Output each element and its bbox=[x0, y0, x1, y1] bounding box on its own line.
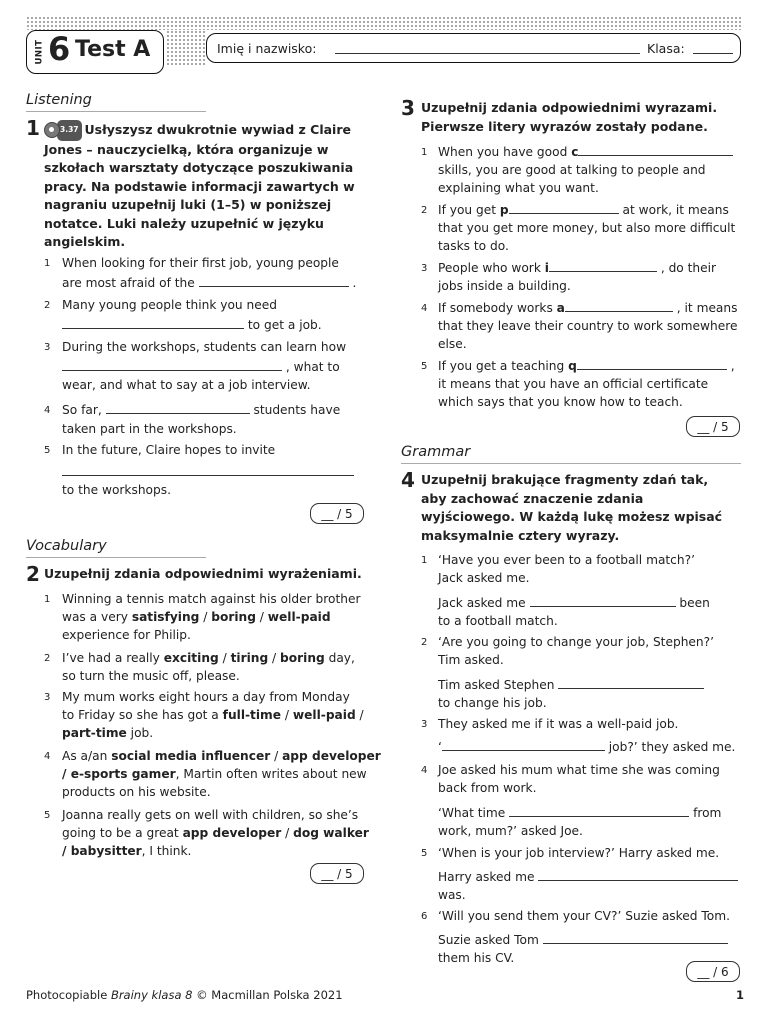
page-number: 1 bbox=[736, 988, 745, 1002]
unit-label: UNIT bbox=[34, 39, 45, 65]
audio-track-icon: 3.37 bbox=[44, 120, 82, 141]
exercise-3-number: 3 bbox=[401, 96, 415, 120]
name-label: Imię i nazwisko: bbox=[217, 41, 317, 56]
unit-badge bbox=[26, 30, 164, 74]
exercise-1-instruction: 3.37 Usłyszysz dwukrotnie wywiad z Claire Jones – nauczycielką, która organizuje w szkołach warsztaty dotyczące poszukiwania pracy. Na podstawie informacji zawartych w nagraniu uzupełnij luki (1–5) w poniższej notatce. Luki należy uzupełnić w języku angielskim. bbox=[44, 121, 355, 249]
answer-blank[interactable] bbox=[549, 260, 657, 272]
exercise-3-instruction: Uzupełnij zdania odpowiednimi wyrazami. Pierwsze litery wyrazów zostały podane. bbox=[421, 100, 718, 134]
test-title: Test A bbox=[75, 37, 151, 62]
answer-blank[interactable] bbox=[543, 932, 728, 944]
answer-blank[interactable] bbox=[558, 677, 704, 689]
class-label: Klasa: bbox=[647, 41, 685, 56]
answer-blank[interactable] bbox=[538, 869, 738, 881]
answer-blank[interactable] bbox=[106, 402, 250, 414]
answer-blank[interactable] bbox=[565, 300, 673, 312]
exercise-1-number: 1 bbox=[26, 116, 40, 140]
answer-blank[interactable] bbox=[577, 358, 727, 370]
class-field[interactable] bbox=[693, 53, 733, 54]
header-dot-pattern bbox=[26, 16, 742, 30]
listening-heading: Listening bbox=[26, 92, 206, 112]
answer-blank[interactable] bbox=[199, 275, 349, 287]
answer-blank[interactable] bbox=[62, 464, 354, 476]
score-box-ex3[interactable]: __ / 5 bbox=[686, 416, 740, 437]
name-field[interactable] bbox=[335, 53, 640, 54]
answer-blank[interactable] bbox=[530, 595, 676, 607]
exercise-4-instruction: Uzupełnij brakujące fragmenty zdań tak, aby zachować znaczenie zdania wyjściowego. W każdą lukę możesz wpisać maksymalnie cztery wyrazy. bbox=[421, 472, 723, 543]
header-dot-pattern-side bbox=[166, 30, 206, 66]
answer-blank[interactable] bbox=[509, 805, 689, 817]
score-box-ex4[interactable]: __ / 6 bbox=[686, 961, 740, 982]
exercise-2-instruction: Uzupełnij zdania odpowiednimi wyrażeniami. bbox=[44, 566, 362, 581]
exercise-2-number: 2 bbox=[26, 562, 40, 586]
score-box-ex2[interactable]: __ / 5 bbox=[310, 863, 364, 884]
answer-blank[interactable] bbox=[578, 144, 733, 156]
answer-blank[interactable] bbox=[62, 359, 282, 371]
answer-blank[interactable] bbox=[442, 739, 605, 751]
score-box-ex1[interactable]: __ / 5 bbox=[310, 503, 364, 524]
unit-number: 6 bbox=[48, 30, 71, 68]
answer-blank[interactable] bbox=[62, 317, 244, 329]
grammar-heading: Grammar bbox=[401, 444, 741, 464]
footer-copyright: Photocopiable Brainy klasa 8 © Macmillan Polska 2021 bbox=[26, 988, 343, 1002]
student-info-box bbox=[206, 33, 741, 63]
exercise-4-number: 4 bbox=[401, 468, 415, 492]
vocabulary-heading: Vocabulary bbox=[26, 538, 206, 558]
answer-blank[interactable] bbox=[509, 202, 619, 214]
